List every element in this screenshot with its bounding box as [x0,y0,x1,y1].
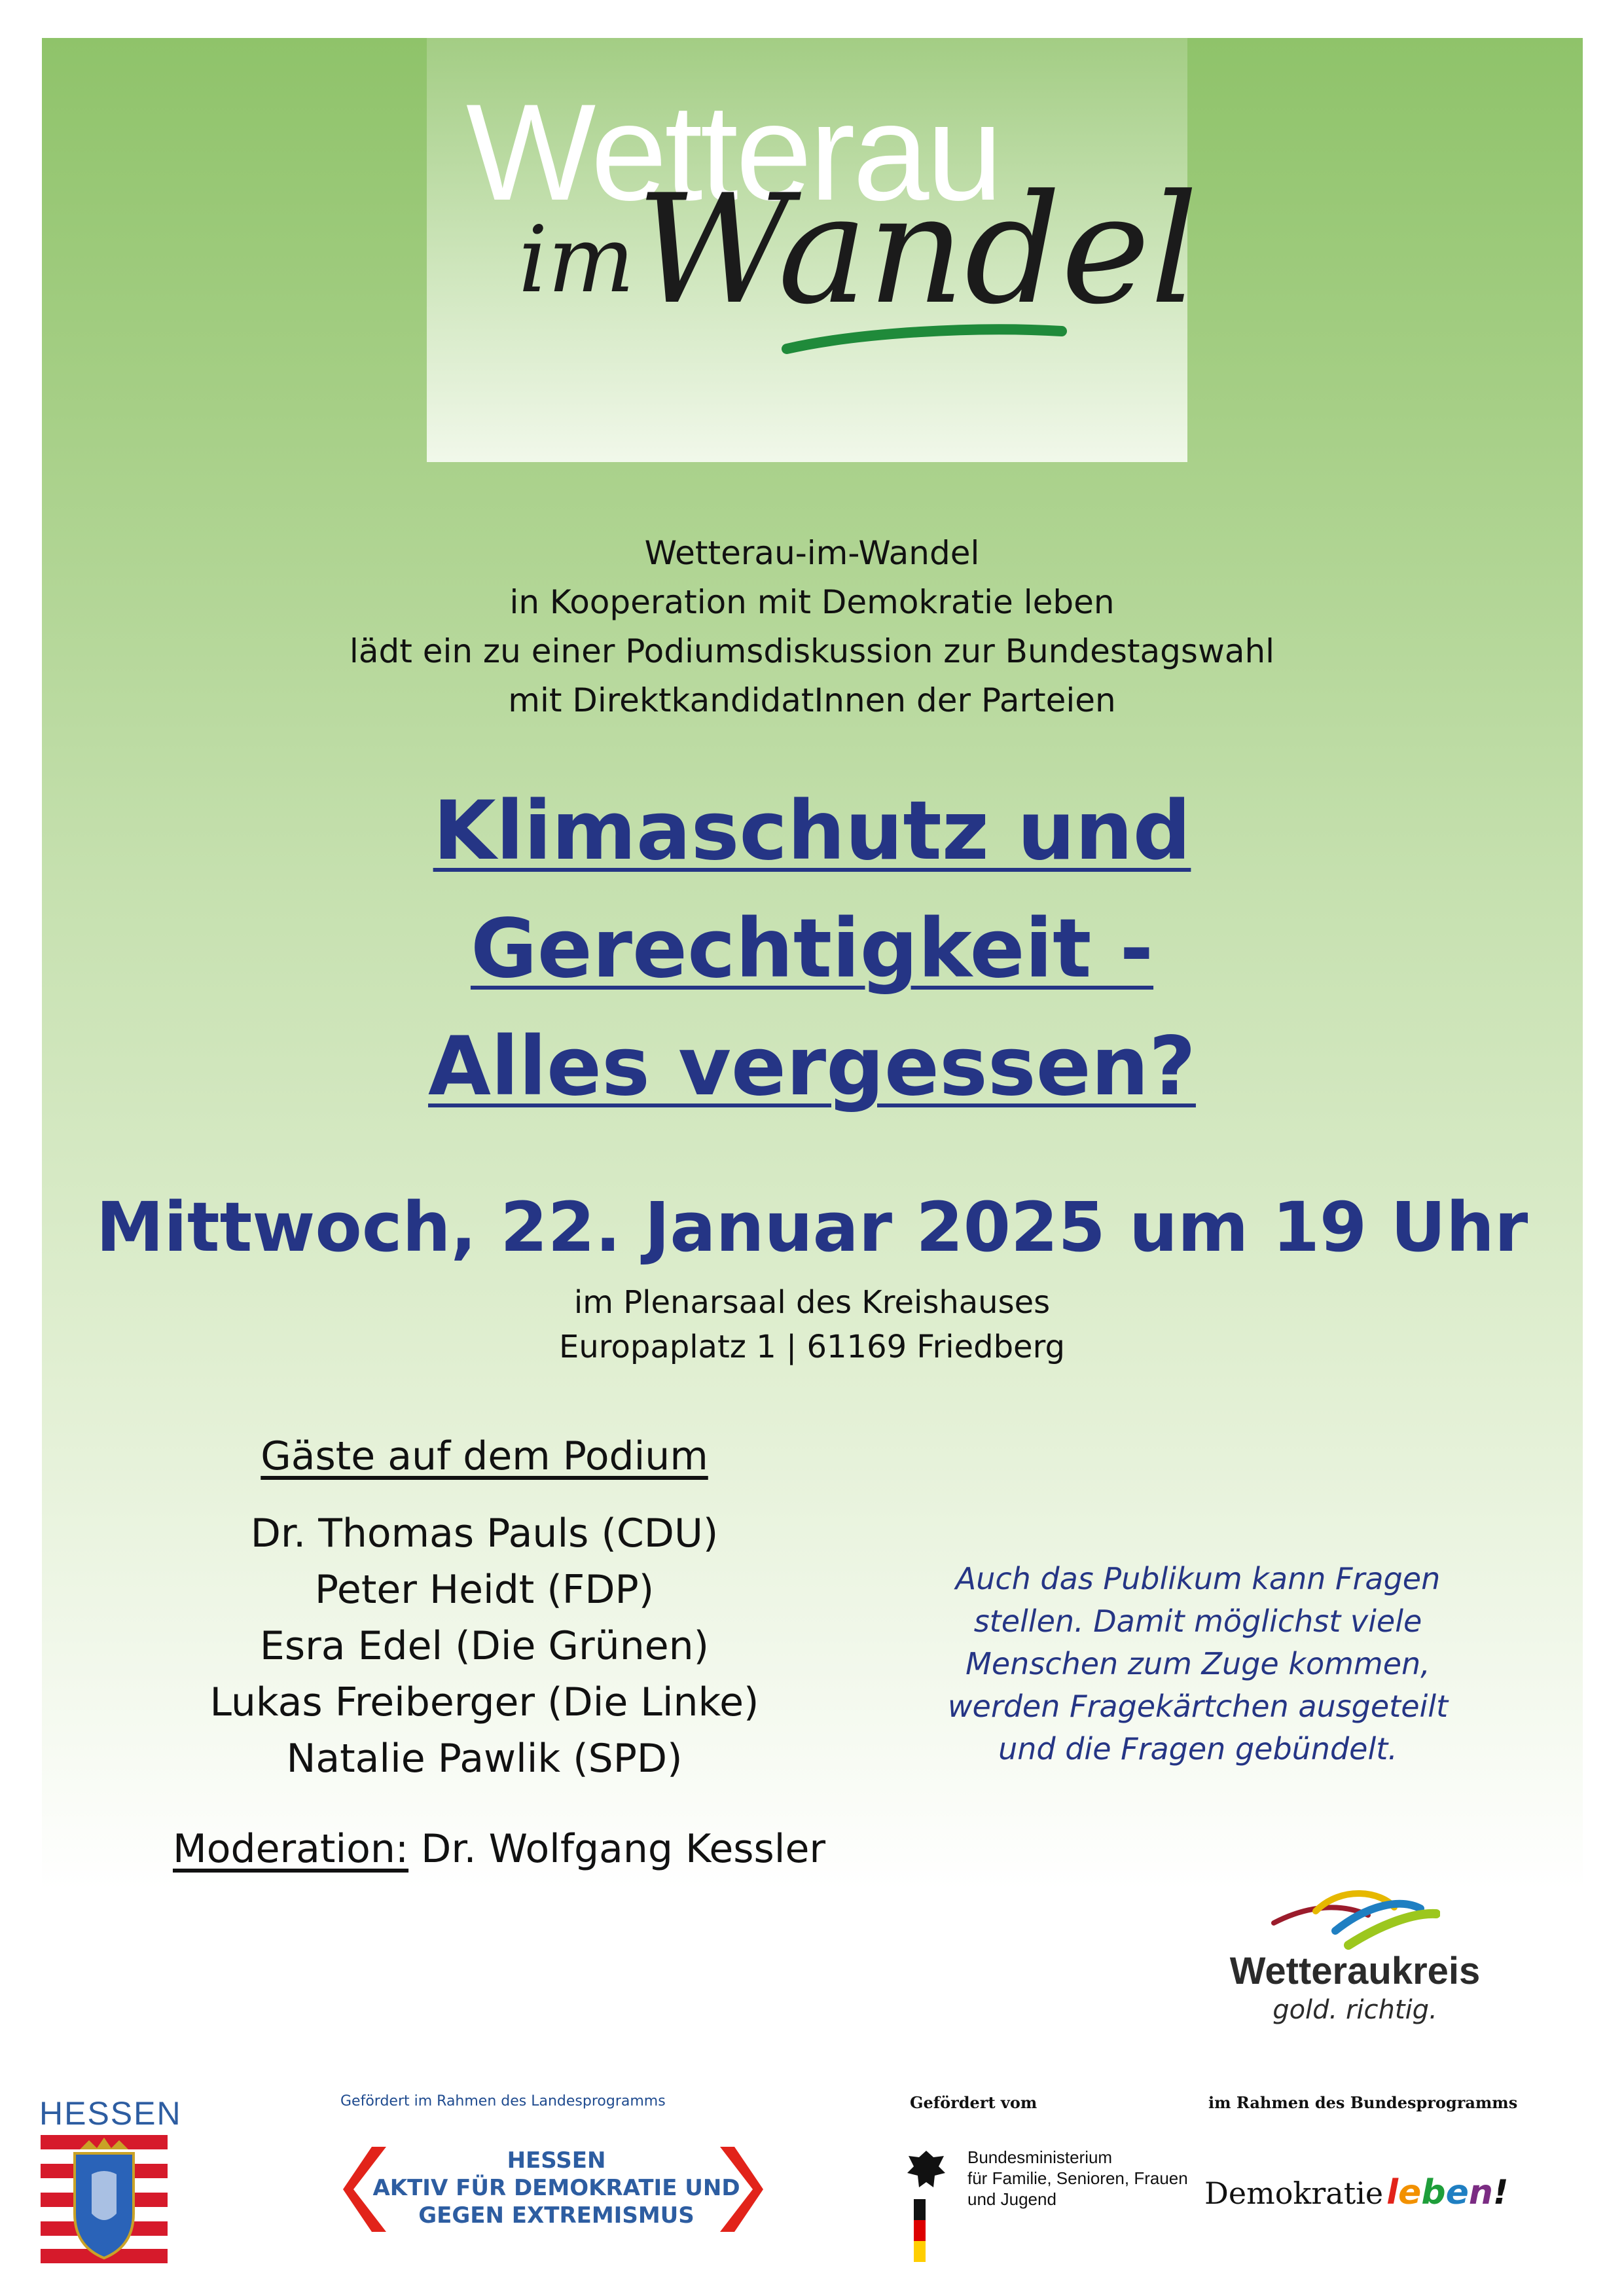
moderation-label: Moderation: [173,1826,409,1872]
demokratie-leben-logo [1204,2173,1509,2212]
guest-item: Natalie Pawlik (SPD) [286,1736,683,1782]
audience-note-line: stellen. Damit möglichst viele [973,1604,1422,1639]
moderator-name: Dr. Wolfgang Kessler [421,1826,826,1872]
audience-note [916,1558,1479,1770]
bmfsfj-logo-text [967,2147,1188,2210]
leben-word: n [1468,2173,1493,2212]
venue-address: Europaplatz 1 | 61169 Friedberg [559,1329,1065,1365]
hessen-wordmark: HESSEN [39,2095,182,2132]
moderation [173,1826,825,1872]
aktiv-line: HESSEN [507,2147,606,2174]
audience-note-line: und die Fragen gebündelt. [998,1731,1398,1767]
guest-item: Peter Heidt (FDP) [314,1567,655,1613]
audience-note-line: Menschen zum Zuge kommen, [965,1646,1430,1681]
wetteraukreis-name: Wetteraukreis [1229,1950,1481,1992]
demokratie-word: Demokratie [1204,2176,1384,2211]
title-line-3: Alles vergessen? [428,1020,1196,1114]
federal-eagle-icon [905,2147,948,2265]
ministry-line: für Familie, Senioren, Frauen [967,2168,1188,2188]
wetterau-im-wandel-logo [427,38,1199,462]
logo-swoosh-underline [780,319,1068,359]
leben-word: ! [1492,2173,1509,2212]
event-date: Mittwoch, 22. Januar 2025 um 19 Uhr [96,1187,1528,1267]
wetteraukreis-slogan: gold. richtig. [1272,1995,1437,2025]
audience-note-line: werden Fragekärtchen ausgeteilt [947,1689,1449,1724]
audience-note-line: Auch das Publikum kann Fragen [955,1561,1441,1596]
logo-wandel-text: Wandel [636,163,1199,338]
intro-candidates: mit DirektkandidatInnen der Parteien [508,681,1116,719]
guest-item: Dr. Thomas Pauls (CDU) [250,1511,719,1556]
guests-heading: Gäste auf dem Podium [261,1433,708,1479]
aktiv-line: GEGEN EXTREMISMUS [418,2202,695,2229]
logo-im-text: im [518,207,635,314]
leben-word: b [1421,2173,1446,2212]
aktiv-line: AKTIV FÜR DEMOKRATIE UND [372,2175,740,2201]
gefoerdert-vom-label: Gefördert vom [910,2093,1038,2112]
guest-item: Esra Edel (Die Grünen) [259,1623,710,1669]
aktiv-fuer-demokratie-logo [367,2147,746,2229]
bundesprogramm-label: im Rahmen des Bundesprogramms [1208,2093,1518,2112]
ministry-line: und Jugend [967,2189,1056,2209]
leben-word: e [1398,2173,1422,2212]
leben-word: l [1386,2173,1399,2212]
title-line-1: Klimaschutz und [433,784,1191,878]
landesprogramm-label: Gefördert im Rahmen des Landesprogramms [340,2093,666,2109]
leben-word: e [1445,2173,1469,2212]
title-line-2: Gerechtigkeit - [470,902,1154,996]
intro-organizer: Wetterau-im-Wandel [644,534,980,572]
guest-item: Lukas Freiberger (Die Linke) [209,1679,759,1725]
ministry-line: Bundesministerium [967,2147,1113,2167]
hessen-crest-icon [41,2135,168,2263]
intro-cooperation: in Kooperation mit Demokratie leben [509,583,1115,621]
venue-room: im Plenarsaal des Kreishauses [573,1284,1051,1321]
logo-wetterau-text: Wetterau [466,75,1001,229]
intro-invitation: lädt ein zu einer Podiumsdiskussion zur Bundestagswahl [349,632,1275,670]
